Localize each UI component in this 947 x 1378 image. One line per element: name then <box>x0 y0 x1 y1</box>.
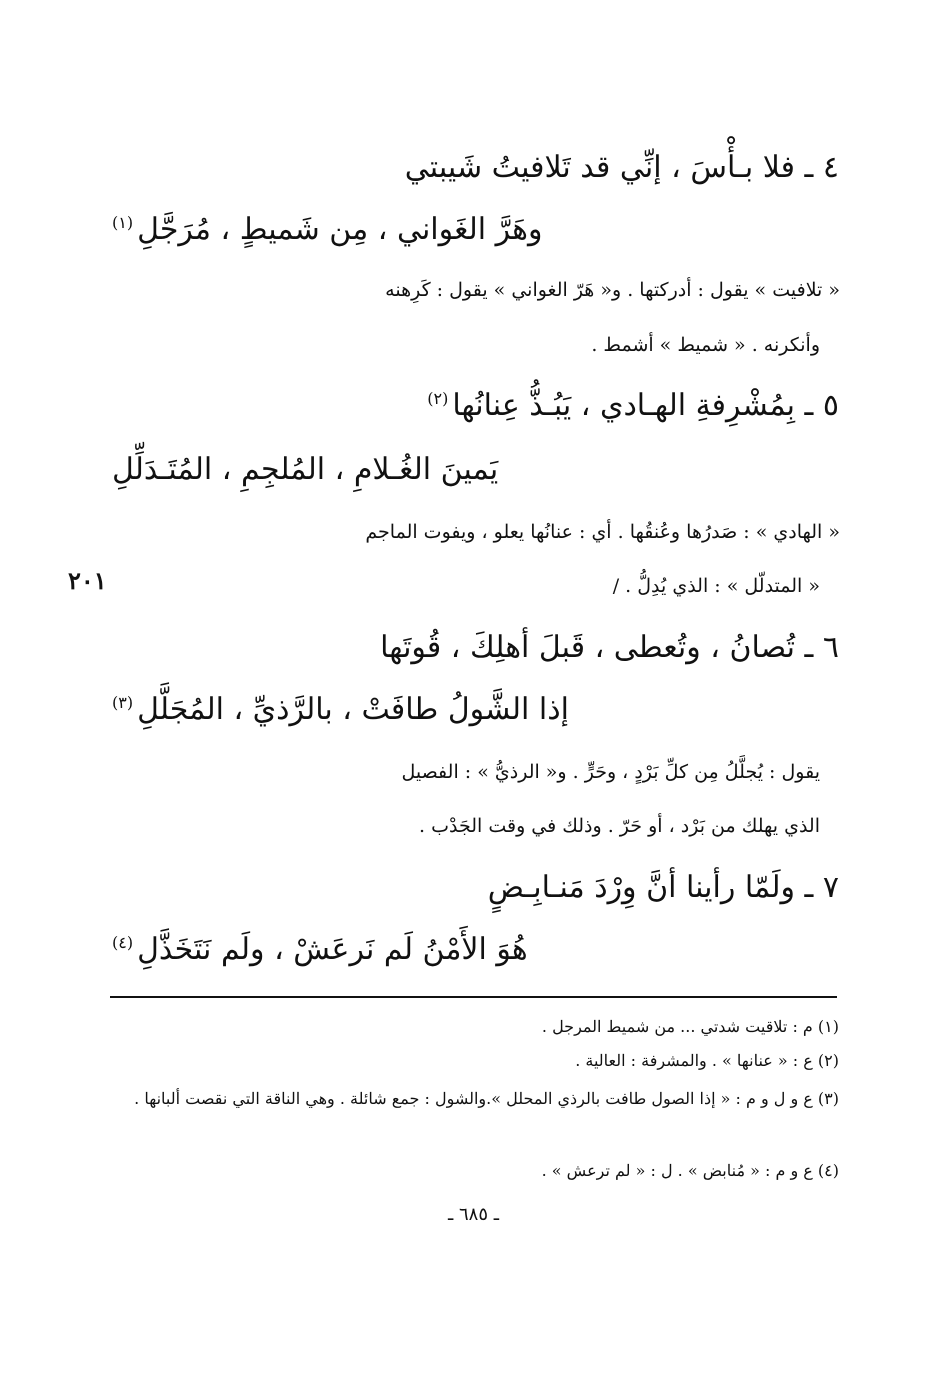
verse-7-second-hemistich <box>112 930 528 969</box>
verse-5-first-hemistich <box>427 386 839 425</box>
verse-6-second-text: إذا الشَّولُ طافَتْ ، بالرَّذيِّ ، المُجَلَّلِ <box>137 692 569 727</box>
footnote-ref-2: (٢) <box>427 389 449 408</box>
footnote-divider <box>110 996 837 998</box>
verse-5-note-line-2 <box>613 574 820 599</box>
verse-7-second-text: هُوَ الأَمْنُ لَم نَرعَشْ ، ولَم نَتَخَذَّلِ <box>137 932 528 967</box>
verse-4-note-line-2: وأنكرنه . « شميط » أشمط . <box>591 334 820 356</box>
footnote-4: (٤) ع و م : « مُنابض » . ل : « لم ترعش » . <box>541 1161 839 1180</box>
footnote-ref-1: (١) <box>112 213 134 232</box>
footnote-3: (٣) ع و ل و م : « إذا الصول طافت بالرذي المحلل ».والشول : جمع شائلة . وهي الناقة التي نقصت ألبانها . <box>134 1089 839 1108</box>
verse-5-second-hemistich: يَمينَ الغُـلامِ ، المُلجِمِ ، المُتَـدَلِّلِ <box>112 452 499 487</box>
verse-7-first-hemistich: ٧ ـ ولَمّا رأينا أنَّ وِرْدَ مَنـابِـضٍ <box>487 870 839 905</box>
verse-4-second-hemistich <box>112 210 542 249</box>
page-number: ـ ٦٨٥ ـ <box>447 1204 499 1225</box>
verse-6-second-hemistich <box>112 690 569 729</box>
footnote-2: (٢) ع : « عنانها » . والمشرفة : العالية . <box>575 1051 839 1070</box>
verse-4-note-line-1: « تلافيت » يقول : أدركتها . و« هَرّ الغواني » يقول : كَرِهنه <box>385 279 840 301</box>
verse-4-second-text: وهَرَّ الغَواني ، مِن شَميطٍ ، مُرَجَّلِ <box>137 212 543 247</box>
verse-5-note-line-1: « الهادي » : صَدرُها وعُنقُها . أي : عنانُها يعلو ، ويفوت الماجم <box>365 521 840 543</box>
margin-page-number: ٢٠١ <box>68 566 107 595</box>
verse-6-note-line-2: الذي يهلك من بَرْد ، أو حَرّ . وذلك في وقت الجَدْب . <box>419 815 820 837</box>
verse-6-first-hemistich: ٦ ـ تُصانُ ، وتُعطى ، قَبلَ أهلِكَ ، قُوتَها <box>380 630 839 665</box>
footnote-ref-3: (٣) <box>112 693 134 712</box>
verse-5-note-text: « المتدلّل » : الذي يُدِلُّ . <box>625 575 820 597</box>
verse-5-first-text: ٥ ـ بِمُشْرِفةِ الهـادي ، يَبُـذُّ عِنانُها <box>452 388 839 423</box>
verse-4-first-hemistich: ٤ ـ فلا بـأْسَ ، إنِّي قد تَلافيتُ شَيبتي <box>404 150 839 185</box>
footnote-1: (١) م : تلاقيت شدتي ... من شميط المرجل . <box>541 1017 839 1036</box>
footnote-ref-4: (٤) <box>112 933 134 952</box>
verse-6-note-line-1: يقول : يُجلَّلُ مِن كلِّ بَرْدٍ ، وحَرٍّ . و« الرذيُّ » : الفصيل <box>401 761 820 783</box>
page-break-mark: / <box>612 575 620 597</box>
